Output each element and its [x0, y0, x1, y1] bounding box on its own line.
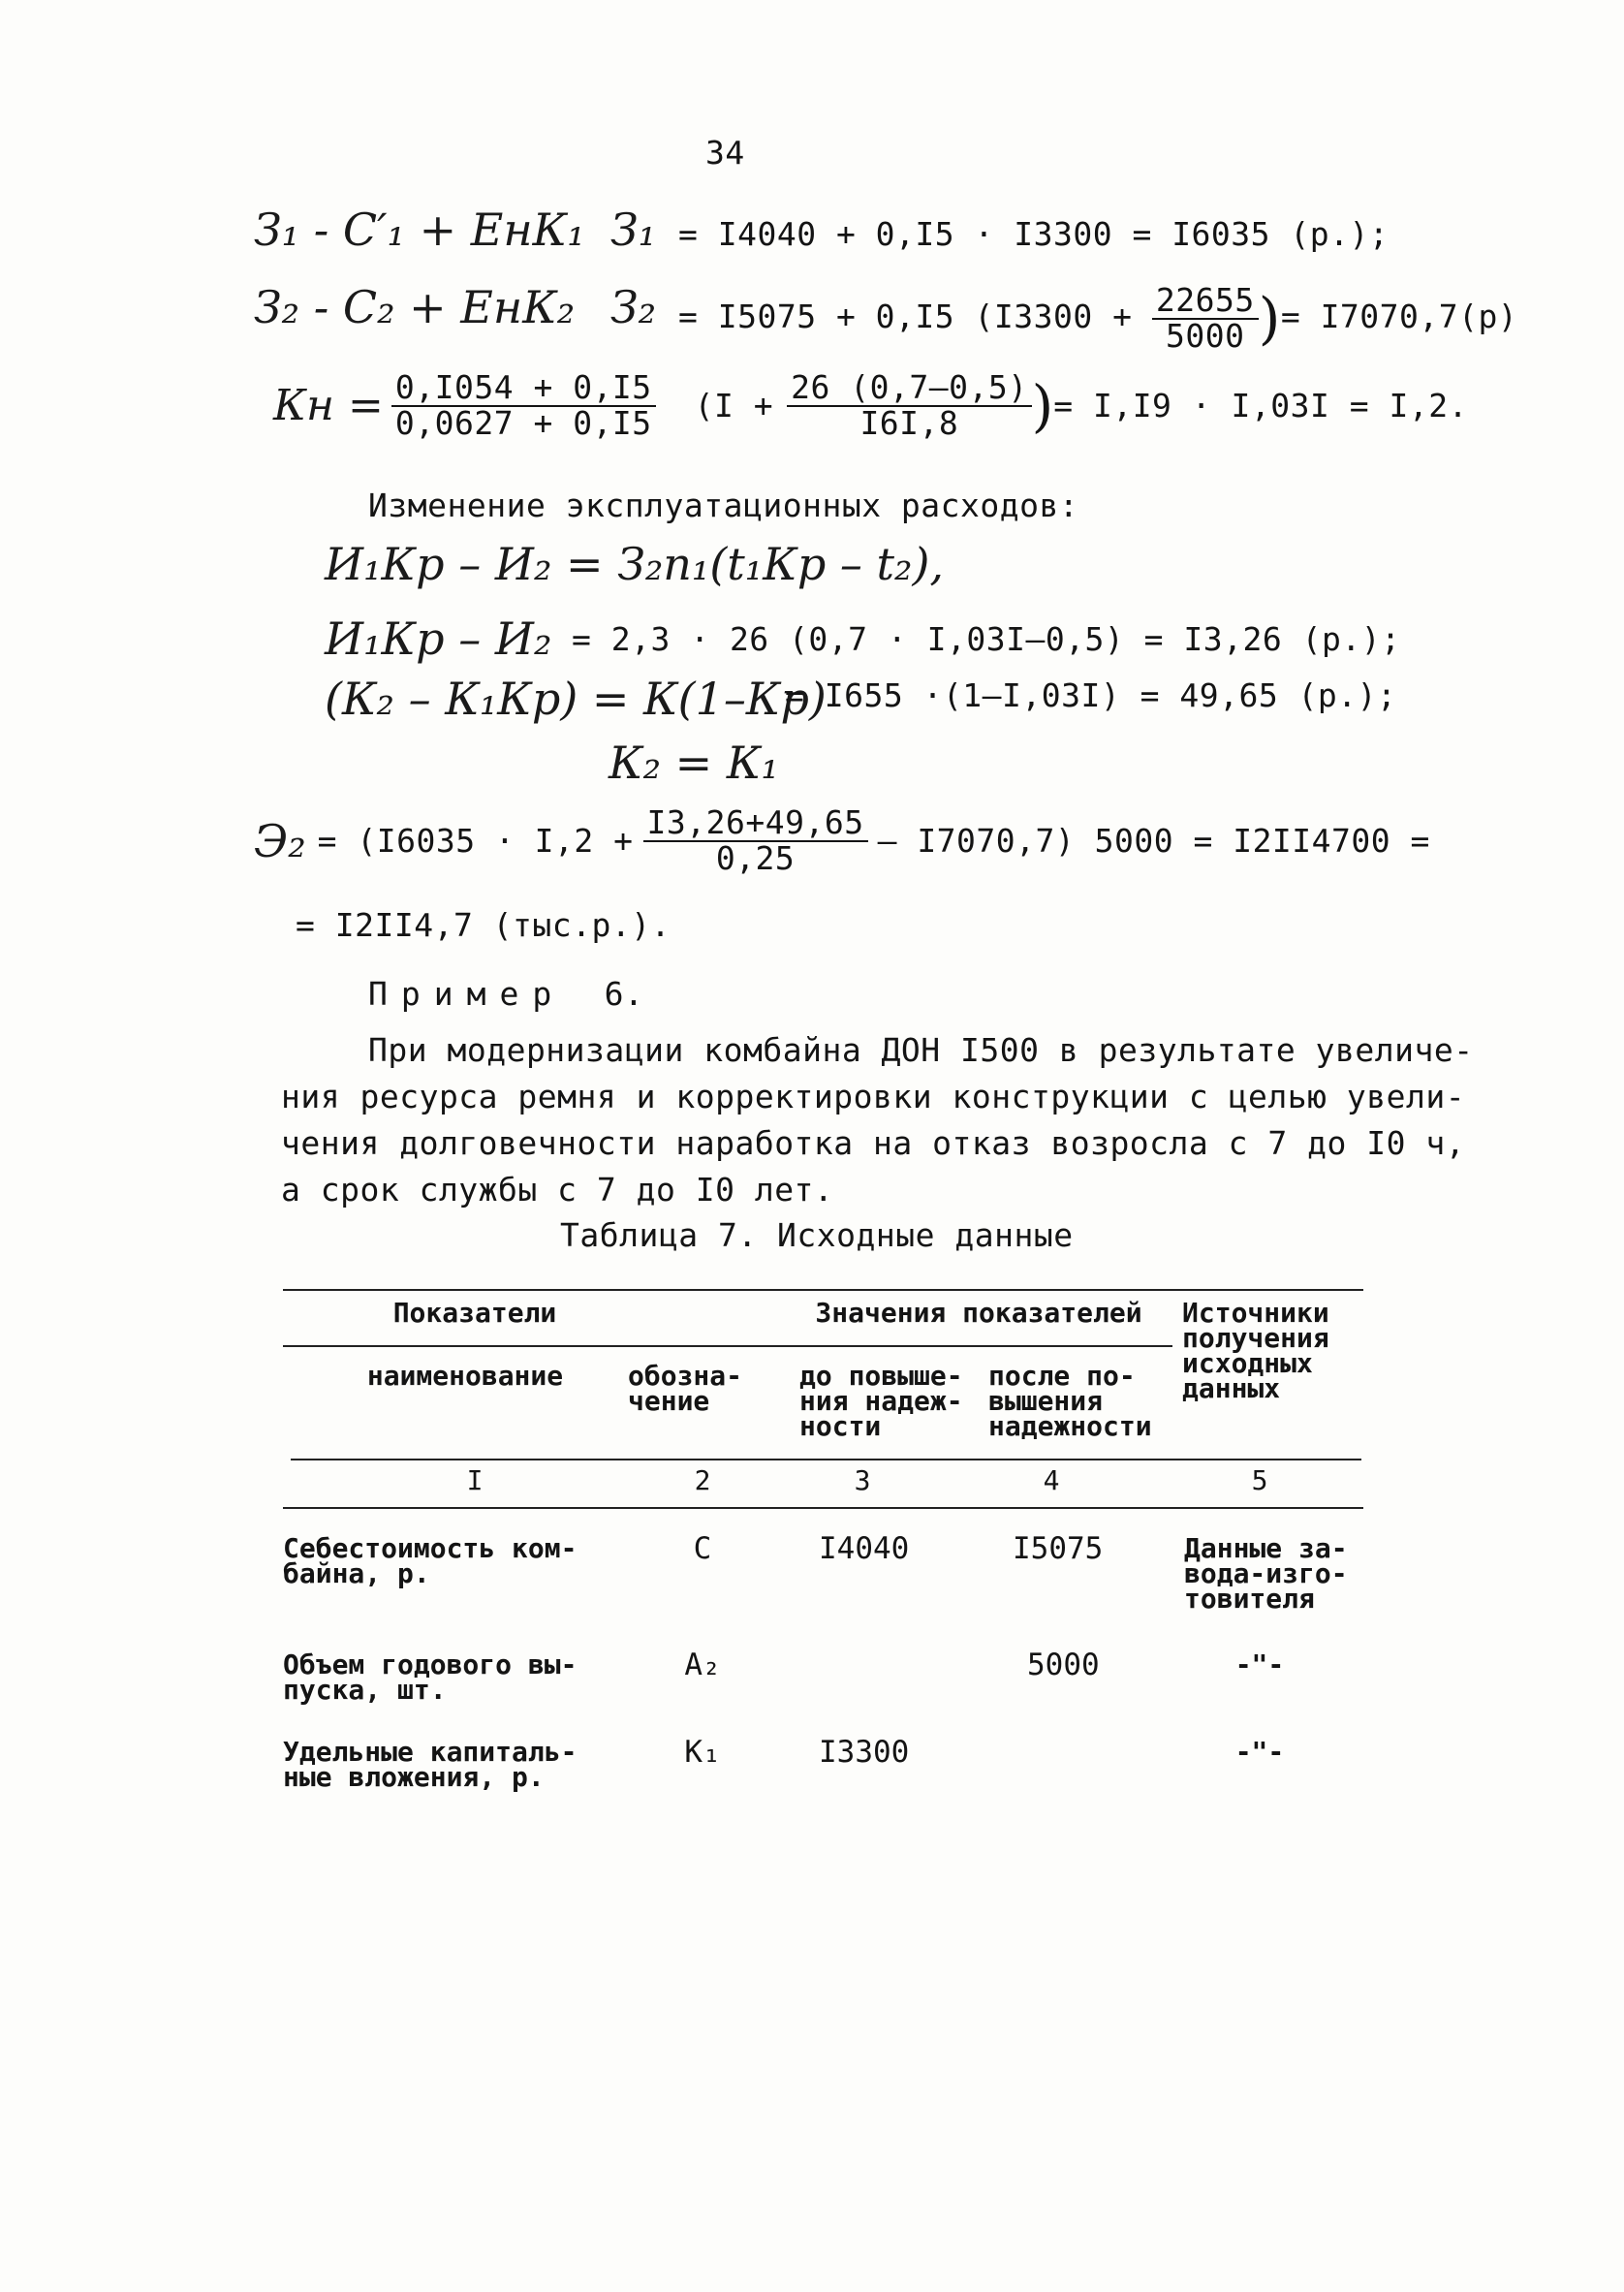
row-symbol: К₁ [684, 1735, 721, 1770]
table-rule-top [283, 1289, 1363, 1291]
column-number: 5 [1251, 1464, 1268, 1496]
row-before: I3300 [819, 1735, 910, 1770]
row-after: 5000 [1027, 1648, 1100, 1682]
formula-k-equality: К₂ = К₁ [609, 737, 779, 789]
table-caption: Таблица 7. Исходные данные [560, 1216, 1074, 1254]
paragraph-line: При модернизации комбайна ДОН I500 в результате увеличе- [368, 1031, 1474, 1069]
paragraph-line: чения долговечности наработка на отказ возросла с 7 до I0 ч, [281, 1124, 1466, 1162]
subheader-name: наименование [366, 1360, 564, 1392]
row-name: Себестоимость ком- байна, р. [283, 1532, 578, 1589]
formula-u-handwritten-2: И₁Кр – И₂ [325, 612, 552, 665]
formula-kn-inner-fraction: $\frac{26 (0,7-0,5)}{I6I,8}$ [787, 371, 1031, 440]
paragraph-line: а срок службы с 7 до I0 лет. [281, 1171, 834, 1209]
subheader-symbol: обозна- чение [628, 1360, 743, 1417]
row-source: -"- [1234, 1648, 1285, 1680]
header-sources: Источники получения исходных данных [1182, 1297, 1329, 1404]
formula-k-expression: = I655 ·(1–I,03I) = 49,65 (р.); [785, 676, 1397, 714]
formula-z1-expression: = I4040 + 0,I5 · I3300 = I6035 (р.); [678, 215, 1390, 253]
table-rule-header [283, 1345, 1172, 1347]
row-symbol: С [693, 1531, 712, 1566]
row-source: -"- [1234, 1736, 1285, 1768]
formula-e2-fraction: $\frac{I3,26+49,65}{0,25}$ [643, 806, 868, 875]
formula-z2-fraction: $\frac{22655}{5000}$ [1152, 284, 1259, 353]
formula-z1-symbol: З₁ [610, 204, 657, 256]
formula-z1-handwritten: З₁ - С′₁ + EнК₁ [254, 204, 585, 256]
formula-k-handwritten: (К₂ – К₁Кр) = К(1–Кр) [325, 673, 827, 725]
column-number: 4 [1043, 1464, 1060, 1496]
row-after: I5075 [1013, 1531, 1104, 1566]
formula-u-expression: = 2,3 · 26 (0,7 · I,03I–0,5) = I3,26 (р.); [572, 620, 1401, 658]
formula-z2-symbol: З₂ [610, 281, 657, 333]
example-paragraph [281, 1027, 1474, 1213]
header-values: Значения показателей [815, 1297, 1142, 1329]
table-rule-colnums [283, 1507, 1363, 1509]
column-number: 2 [694, 1464, 711, 1496]
row-before: I4040 [819, 1531, 910, 1566]
row-name: Объем годового вы- пуска, шт. [283, 1648, 578, 1706]
subheader-before: до повыше- ния надеж- ности [799, 1360, 963, 1442]
paragraph-line: ния ресурса ремня и корректировки конструкции с целью увели- [281, 1078, 1466, 1115]
formula-z2-handwritten: З₂ - С₂ + EнК₂ [254, 281, 576, 333]
subheader-after: после по- вышения надежности [988, 1360, 1152, 1442]
expense-heading: Изменение эксплуатационных расходов: [368, 487, 1079, 524]
formula-z2-expression: = I5075 + 0,I5 (I3300 + $\frac{22655}{5000}$ )= I7070,7(р) [678, 281, 1518, 355]
example-heading: Пример 6. [368, 975, 644, 1013]
formula-u-handwritten-1: И₁Кр – И₂ = З₂n₁(t₁Кр – t₂), [325, 538, 945, 590]
page-number: 34 [705, 134, 745, 172]
row-source: Данные за- вода-изго- товителя [1184, 1532, 1348, 1615]
column-number: I [466, 1464, 484, 1496]
row-symbol: А₂ [684, 1648, 721, 1682]
formula-e2-result: = I2II4,7 (тыс.р.). [296, 906, 671, 944]
formula-kn-fraction: $\frac{0,I054 + 0,I5}{0,0627 + 0,I5}$ [391, 371, 656, 440]
column-number: 3 [854, 1464, 871, 1496]
header-indicators: Показатели [392, 1297, 557, 1329]
table-rule-subheader [291, 1459, 1361, 1460]
formula-kn: Кн = $\frac{0,I054 + 0,I5}{0,0627 + 0,I5}$ (I + $\frac{26 (0,7-0,5)}{I6I,8}$ ) = I,I9 · I,03I = I,2. [273, 368, 1468, 442]
formula-e2: Э₂ = (I6035 · I,2 + $\frac{I3,26+49,65}{0,25}$ – I7070,7) 5000 = I2II4700 = [254, 803, 1430, 877]
row-name: Удельные капиталь- ные вложения, р. [283, 1736, 578, 1793]
